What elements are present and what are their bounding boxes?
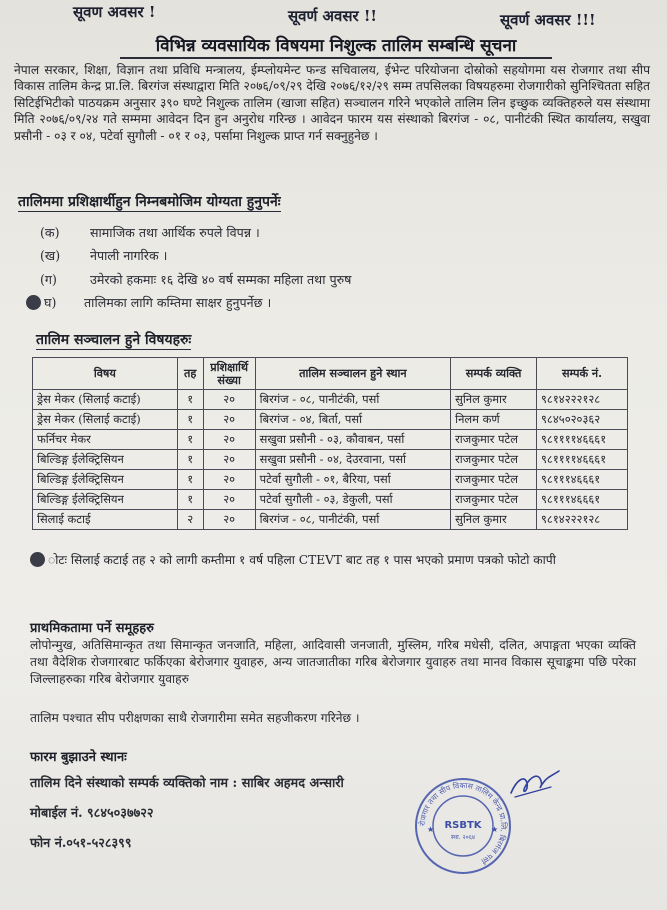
eligibility-mark: (क): [40, 225, 60, 240]
table-cell: सिलाई कटाई: [33, 510, 178, 530]
table-cell: १: [177, 390, 203, 410]
stamp-reg-text: स्था. २०६४: [451, 834, 475, 841]
stamp-ring-text: रोजगार तथा सीप विकास तालिम केन्द्र प्रा.लि. बिरगंज पर्सा: [417, 780, 509, 866]
eligibility-text: नेपाली नागरिक ।: [90, 248, 168, 263]
table-cell: बिल्डिङ्ग ईलेक्ट्रिसियन: [33, 490, 178, 510]
table-cell: २०: [203, 470, 255, 490]
table-cell: राजकुमार पटेल: [451, 430, 537, 450]
eligibility-text: सामाजिक तथा आर्थिक रुपले विपन्न ।: [90, 225, 260, 240]
table-cell: सखुवा प्रसौनी - ०३, कौवाबन, पर्सा: [255, 430, 451, 450]
table-cell: २०: [203, 390, 255, 410]
table-row: [33, 470, 628, 490]
table-cell: राजकुमार पटेल: [451, 450, 537, 470]
eligibility-text: तालिमका लागि कम्तिमा साक्षर हुनुपर्नेछ ।: [84, 295, 272, 310]
post-training-text: तालिम पश्चात सीप परीक्षणका साथै रोजगारीमा समेत सहजीकरण गरिनेछ ।: [30, 711, 360, 725]
hole-punch-mark: [26, 295, 41, 310]
table-cell: बिरगंज - ०४, बिर्ता, पर्सा: [255, 410, 451, 430]
table-cell: निलम कर्ण: [451, 410, 537, 430]
table-cell: १: [177, 490, 203, 510]
table-cell: ९८१४२२२१२८: [537, 390, 628, 410]
table-cell: राजकुमार पटेल: [451, 490, 537, 510]
table-cell: १: [177, 410, 203, 430]
table-cell: सखुवा प्रसौनी - ०४, देउरवाना, पर्सा: [255, 450, 451, 470]
eligibility-mark: (ग): [40, 272, 57, 287]
table-row: [33, 390, 628, 410]
table-cell: ड्रेस मेकर (सिलाई कटाई): [33, 410, 178, 430]
table-cell: २०: [203, 490, 255, 510]
table-body: [33, 390, 628, 530]
table-cell: बिरगंज - ०८, पानीटंकी, पर्सा: [255, 390, 451, 410]
mobile-number: मोबाईल नं. ९८४५०३७७२२: [30, 806, 154, 821]
table-cell: ९८१११४६६६१: [537, 470, 628, 490]
notice-title: विभिन्न व्यवसायिक विषयमा निशुल्क तालिम सम्बन्धि सूचना: [120, 33, 552, 59]
table-cell: बिरगंज - ०८, पानीटंकी, पर्सा: [255, 510, 451, 530]
table-row: [33, 510, 628, 530]
subjects-table: [32, 357, 628, 530]
priority-text: लोपोन्मुख, अतिसिमान्कृत तथा सिमान्कृत जनजाति, महिला, आदिवासी जनजाती, मुस्लिम, गरिब मधेसी, दलित, अपाङ्गता भएका व्यक्ति तथा वैदेशिक रोजगारबाट फर्किएका बेरोजगार युवाहरु, अन्य जातजातीका गरिब बेरोजगार युवाहरु तथा मानव विकास सूचाङ्कमा पछि परेका जिल्लाहरुका गरिब बेरोजगार युवाहरु: [30, 638, 636, 686]
table-cell: ९८११११४६६६१: [537, 450, 628, 470]
table-cell: बिल्डिङ्ग ईलेक्ट्रिसियन: [33, 450, 178, 470]
note: [30, 552, 636, 569]
table-cell: बिल्डिङ्ग ईलेक्ट्रिसियन: [33, 470, 178, 490]
priority-heading: प्राथमिकतामा पर्ने समूहहरु: [30, 621, 154, 636]
table-cell: सुनिल कुमार: [451, 390, 537, 410]
table-cell: १: [177, 470, 203, 490]
intro-paragraph: नेपाल सरकार, शिक्षा, विज्ञान तथा प्रविधि मन्त्रालय, ईम्प्लोयमेन्ट फन्ड सचिवालय, ईभेन्ट परियोजना दोस्रोको सहयोगमा यस रोजगार तथा सीप विकास तालिम केन्द्र प्रा.लि. बिरगंज संस्थाद्वारा मिति २०७६/०९/२९ देखि २०७६/१२/२९ सम्म तपसिलका विषयहरुमा रोजगारीको सुनिश्चितता सहित सिटिईभिटीको पाठयक्रम अनुसार ३९० घण्टे निशुल्क तालिम (खाजा सहित) सञ्चालन गरिने भएकोले तालिम लिन इच्छुक व्यक्तिहरुले यस संस्थामा मिति २०७६/०९/२४ गते सम्ममा आवेदन दिन हुन अनुरोध गरिन्छ । आवेदन फारम यस संस्थाको बिरगंज - ०८, पानीटंकी स्थित कार्यालय, सखुवा प्रसौनी - ०३ र ०४, पटेर्वा सुगौली - ०१ र ०३, पर्सामा निशुल्क प्राप्त गर्न सक्नुहुनेछ ।: [14, 63, 650, 143]
note-text: ोटः सिलाई कटाई तह २ को लागी कम्तीमा १ वर्ष पहिला CTEVT बाट तह १ पास भएको प्रमाण पत्रको फोटो कापी: [48, 553, 556, 567]
eligibility-item: [40, 224, 260, 241]
table-cell: ९८४५०२०३६२: [537, 410, 628, 430]
column-header: सम्पर्क नं.: [537, 358, 628, 390]
column-header: सम्पर्क व्यक्ति: [451, 358, 537, 390]
table-cell: ड्रेस मेकर (सिलाई कटाई): [33, 390, 178, 410]
table-cell: ९८१११४६६६१: [537, 490, 628, 510]
slogan-1: सूवण अवसर !: [73, 3, 156, 21]
stamp-center-text: RSBTK: [444, 820, 482, 831]
table-cell: ९८१४२२२१२८: [537, 510, 628, 530]
table-cell: २०: [203, 430, 255, 450]
phone-number: फोन नं.०५१-५२८३९९: [30, 836, 132, 851]
table-row: [33, 490, 628, 510]
table-cell: २०: [203, 510, 255, 530]
slogan-2: सूवर्ण अवसर !!: [288, 7, 378, 25]
column-header: तह: [177, 358, 203, 390]
slogan-3: सूवर्ण अवसर !!!: [500, 11, 596, 29]
table-header-row: [33, 358, 628, 390]
table-cell: पटेर्वा सुगौली - ०१, बैरिया, पर्सा: [255, 470, 451, 490]
hole-punch-mark: [30, 552, 45, 567]
contact-name: तालिम दिने संस्थाको सम्पर्क व्यक्तिको नाम : साबिर अहमद अन्सारी: [30, 776, 344, 791]
table-cell: फर्निचर मेकर: [33, 430, 178, 450]
eligibility-mark: (ख): [40, 248, 61, 263]
table-cell: १: [177, 450, 203, 470]
table-cell: पटेर्वा सुगौली - ०३, डेकुली, पर्सा: [255, 490, 451, 510]
table-cell: २: [177, 510, 203, 530]
column-header: तालिम सञ्चालन हुने स्थान: [255, 358, 451, 390]
eligibility-mark: घ): [44, 295, 57, 310]
table-cell: १: [177, 430, 203, 450]
stamp-star-icon: ★: [427, 825, 435, 834]
organization-stamp: [413, 776, 513, 876]
eligibility-item: [26, 294, 271, 311]
column-header: प्रशिक्षार्थि संख्या: [203, 358, 255, 390]
stamp-star-icon: ★: [491, 825, 499, 834]
table-cell: राजकुमार पटेल: [451, 470, 537, 490]
table-row: [33, 450, 628, 470]
signature: [505, 765, 565, 805]
eligibility-item: [40, 247, 167, 264]
submission-heading: फारम बुझाउने स्थानः: [30, 750, 127, 765]
subjects-heading: तालिम सञ्चालन हुने विषयहरुः: [36, 332, 192, 348]
eligibility-text: उमेरको हकमाः १६ देखि ४० वर्ष सम्मका महिला तथा पुरुष: [90, 272, 352, 287]
column-header: विषय: [33, 358, 178, 390]
table-row: [33, 410, 628, 430]
table-cell: २०: [203, 410, 255, 430]
table-cell: २०: [203, 450, 255, 470]
table-cell: सुनिल कुमार: [451, 510, 537, 530]
table-row: [33, 430, 628, 450]
eligibility-item: [40, 271, 351, 288]
eligibility-heading: तालिममा प्रशिक्षार्थीहुन निम्नबमोजिम योग्यता हुनुपर्नेः: [18, 194, 281, 210]
table-cell: ९८११११४६६६१: [537, 430, 628, 450]
